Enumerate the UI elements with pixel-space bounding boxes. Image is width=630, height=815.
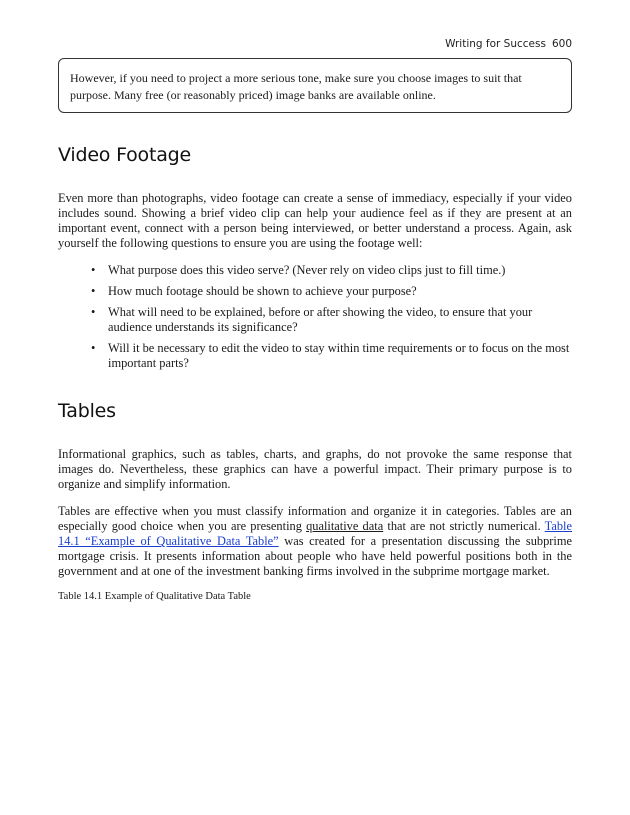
list-item	[91, 263, 572, 278]
list-item	[91, 341, 572, 371]
video-footage-paragraph: Even more than photographs, video footage can create a sense of immediacy, especially if your video includes sound. Showing a brief video clip can help your audience feel as if they are present at an important event, connect with a person being interviewed, or better understand a process. Again, ask yourself the following questions to ensure you are using the footage well:	[58, 191, 572, 250]
list-item-text: What will need to be explained, before or after showing the video, to ensure that your audience understands its significance?	[108, 305, 533, 334]
list-item-text: Will it be necessary to edit the video to stay within time requirements or to focus on the most important parts?	[108, 341, 570, 370]
page-number: 600	[551, 38, 572, 50]
running-header	[445, 38, 572, 50]
tables-usage-paragraph	[58, 504, 572, 579]
callout-box	[58, 58, 572, 113]
bullet-icon: •	[91, 305, 96, 319]
video-questions-list	[91, 263, 572, 377]
bullet-icon: •	[91, 263, 96, 277]
table-14-1-link[interactable]: Table 14.1 “Example of Qualitative Data Table”	[58, 519, 572, 548]
tables-intro-paragraph: Informational graphics, such as tables, charts, and graphs, do not provoke the same response that images do. Nevertheless, these graphics can have a powerful impact. Their primary purpose is to organize and simplify information.	[58, 447, 572, 491]
paragraph-text: that are not strictly numerical.	[383, 519, 545, 533]
qualitative-data-term: qualitative data	[306, 519, 384, 533]
callout-text: However, if you need to project a more serious tone, make sure you choose images to suit that purpose. Many free (or reasonably priced) image banks are available online.	[70, 71, 522, 102]
list-item	[91, 305, 572, 335]
tables-heading: Tables	[58, 400, 116, 422]
list-item-text: How much footage should be shown to achieve your purpose?	[108, 284, 417, 298]
list-item-text: What purpose does this video serve? (Never rely on video clips just to fill time.)	[108, 263, 506, 277]
table-caption: Table 14.1 Example of Qualitative Data Table	[58, 591, 251, 602]
video-footage-heading: Video Footage	[58, 144, 192, 166]
paragraph-text: was created for a presentation discussing the subprime mortgage crisis. It presents information about people who have held powerful positions both in the government and at one of the investment banking firms involved in the subprime mortgage market.	[58, 534, 572, 578]
paragraph-text: Tables are effective when you must classify information and organize it in categories. Tables are an especially good choice when you are presenting	[58, 504, 572, 533]
book-title: Writing for Success	[445, 38, 546, 50]
bullet-icon: •	[91, 341, 96, 355]
bullet-icon: •	[91, 284, 96, 298]
list-item	[91, 284, 572, 299]
